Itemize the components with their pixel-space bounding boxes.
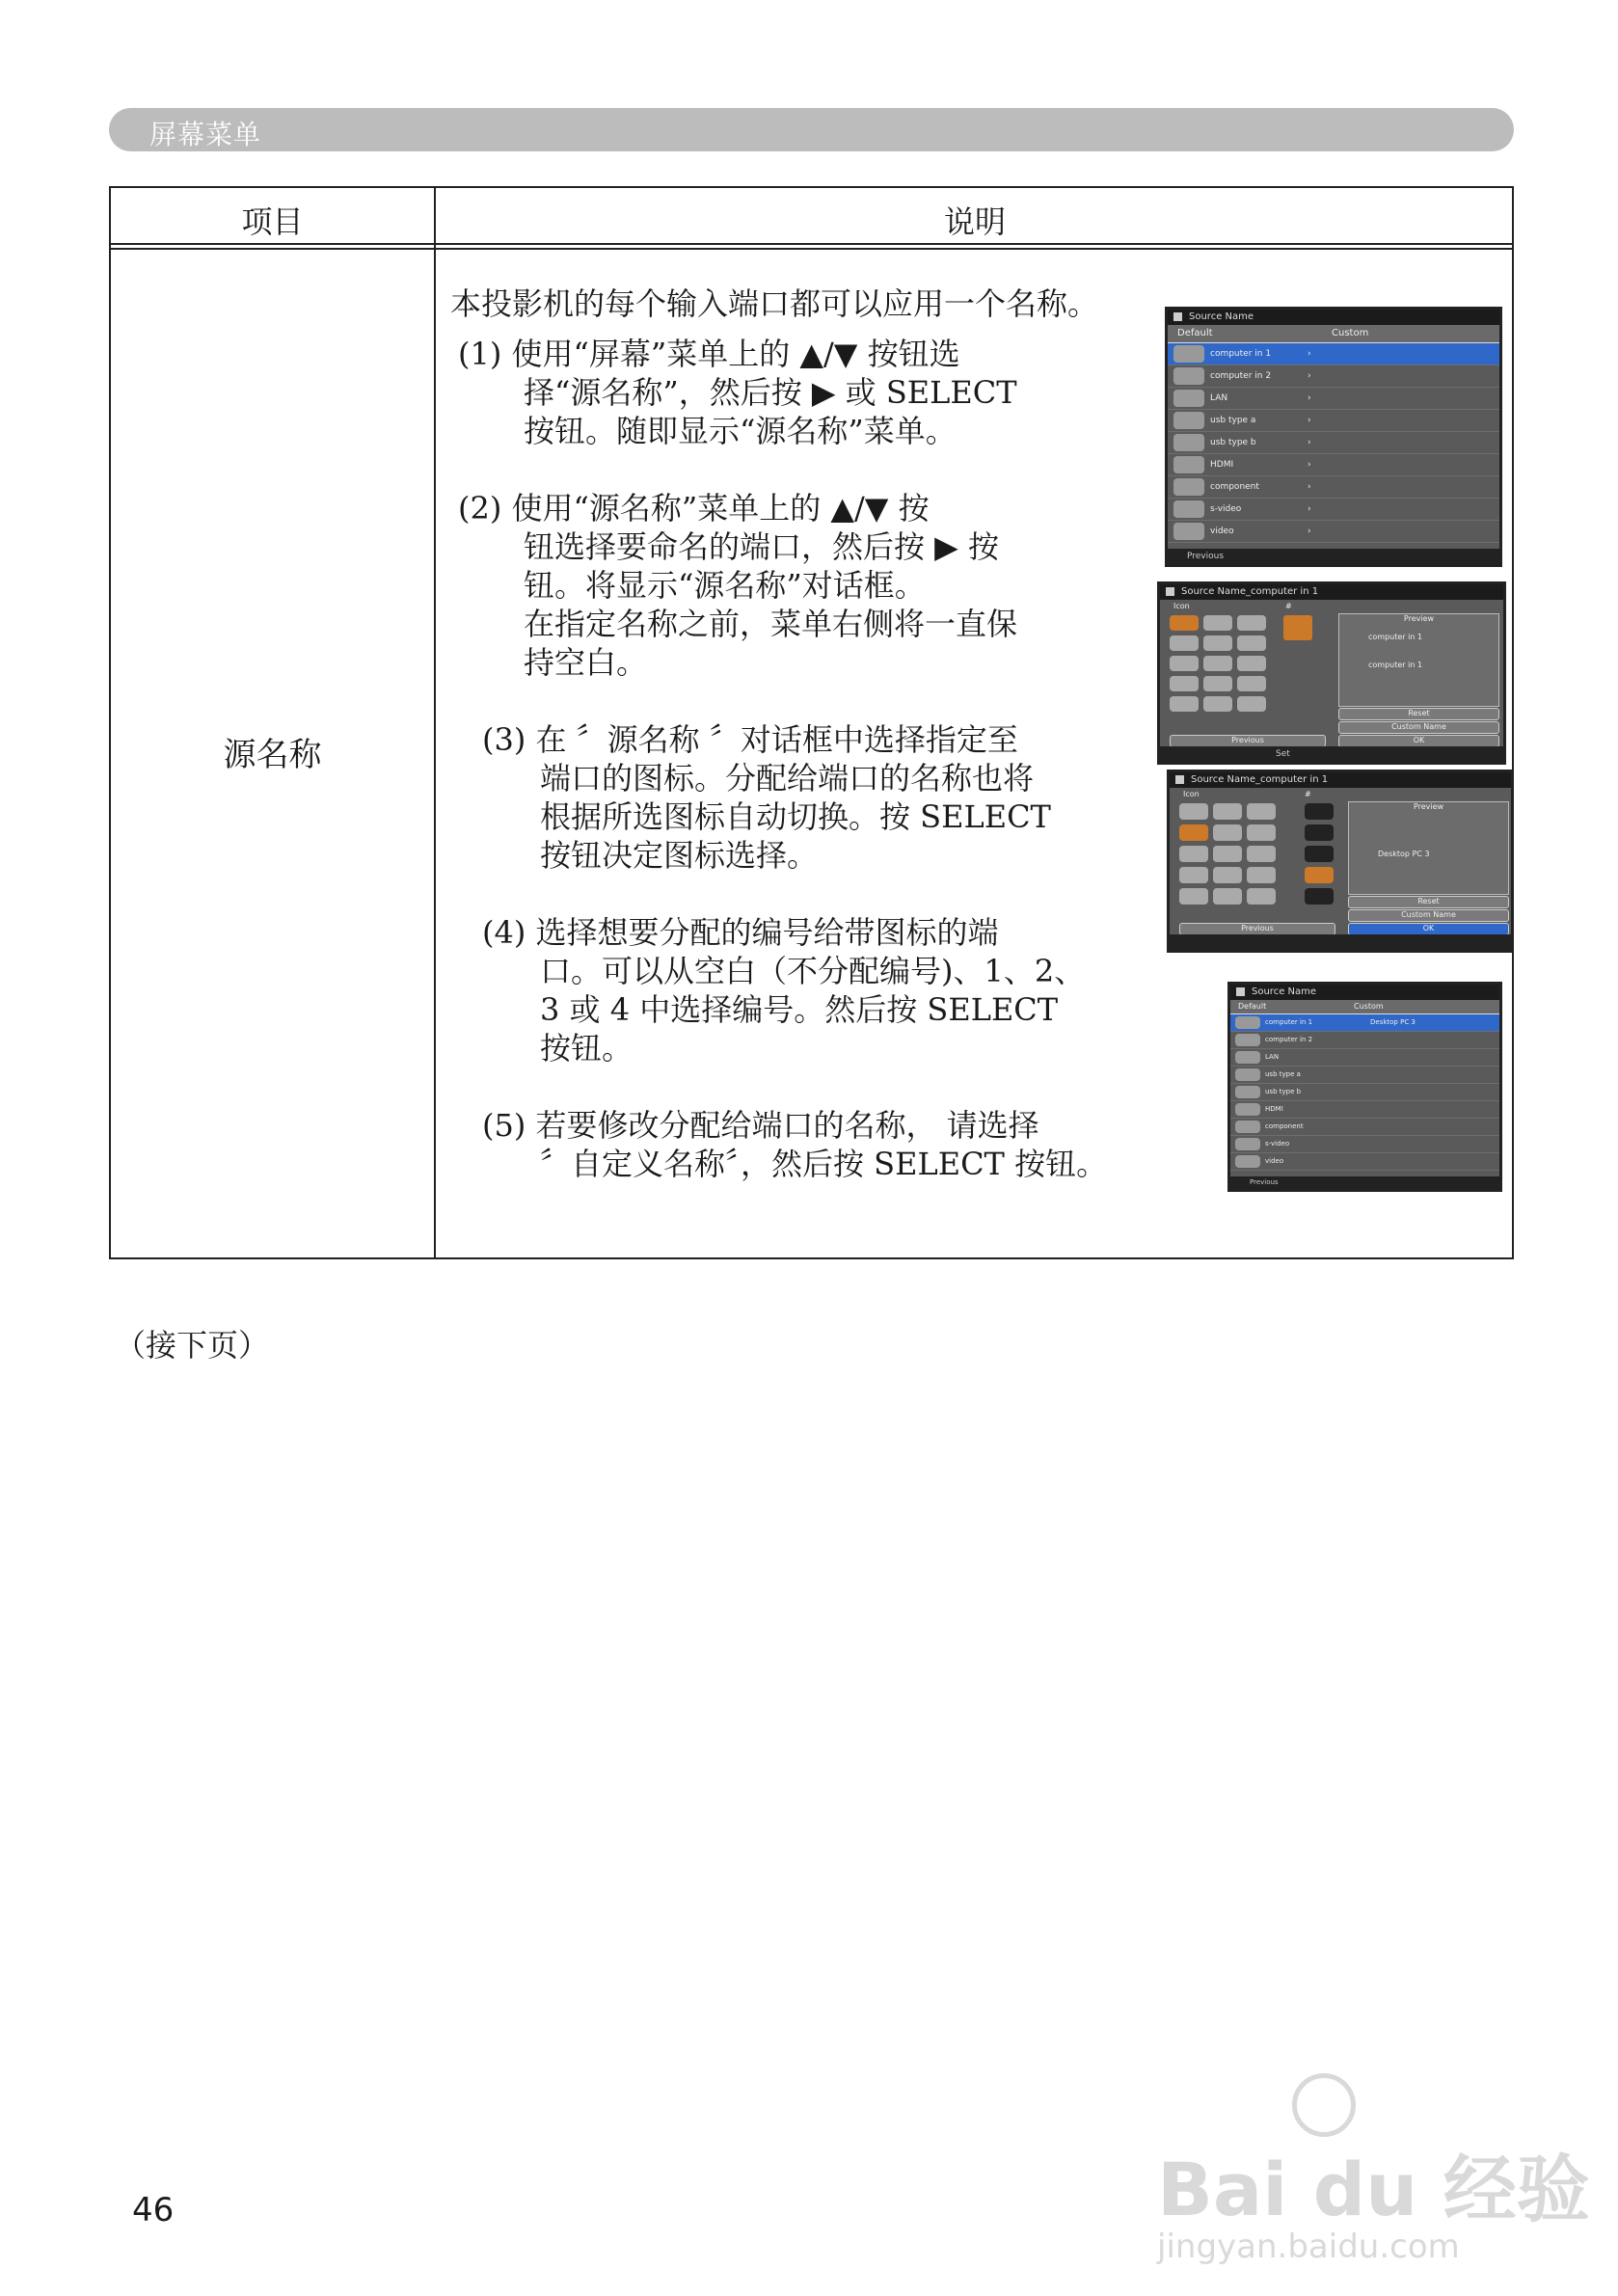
preview-name: Desktop PC 3 xyxy=(1378,850,1430,858)
osd-footer-previous[interactable]: Previous xyxy=(1230,1176,1499,1189)
preview-panel xyxy=(1348,801,1509,895)
paw-icon xyxy=(1292,2073,1356,2137)
osd-row-label: usb type b xyxy=(1265,1088,1302,1095)
osd-source-name-dialog-selected xyxy=(1167,770,1514,953)
port-icon xyxy=(1173,367,1204,385)
icon-option[interactable] xyxy=(1203,696,1232,712)
icon-option[interactable] xyxy=(1170,635,1199,651)
step-3-line-3: 根据所选图标自动切换。按 SELECT xyxy=(540,798,1051,835)
port-icon xyxy=(1173,478,1204,496)
step-2-line-5: 持空白。 xyxy=(524,644,648,681)
osd-row[interactable] xyxy=(1230,1153,1499,1171)
icon-option[interactable] xyxy=(1179,846,1208,862)
osd-row[interactable] xyxy=(1230,1136,1499,1153)
icon-option[interactable] xyxy=(1237,635,1266,651)
step-5 xyxy=(482,1106,1107,1183)
icon-option[interactable] xyxy=(1247,846,1276,862)
osd-footer xyxy=(1170,934,1511,950)
osd-source-name-dialog xyxy=(1157,581,1506,765)
osd-row[interactable]: video › xyxy=(1168,521,1499,543)
step-2-line-1: (2) 使用“源名称”菜单上的 ▲/▼ 按 xyxy=(458,490,930,527)
custom-name-button[interactable]: Custom Name xyxy=(1338,721,1499,734)
icon-option[interactable] xyxy=(1170,696,1199,712)
step-3-line-2: 端口的图标。分配给端口的名称也将 xyxy=(540,760,1035,797)
osd-label-icon: Icon xyxy=(1183,790,1200,798)
step-4-line-1: (4) 选择想要分配的编号给带图标的端 xyxy=(482,914,999,951)
osd-source-name-menu-result xyxy=(1227,982,1502,1192)
step-4 xyxy=(482,913,1085,1067)
continued-note: （接下页） xyxy=(115,1327,270,1364)
step-5-line-1: (5) 若要修改分配给端口的名称， 请选择 xyxy=(482,1107,1039,1144)
osd-row[interactable] xyxy=(1230,1014,1499,1032)
step-4-line-2: 口。可以从空白（不分配编号)、1、2、 xyxy=(540,953,1086,989)
osd-footer-previous[interactable]: Previous xyxy=(1168,549,1499,564)
step-1-line-3: 按钮。随即显示“源名称”菜单。 xyxy=(524,413,957,449)
icon-option[interactable] xyxy=(1213,888,1242,905)
osd-row[interactable] xyxy=(1230,1084,1499,1101)
osd-row[interactable]: computer in 1 › xyxy=(1168,343,1499,365)
preview-label: Preview xyxy=(1413,802,1444,811)
previous-button[interactable]: Previous xyxy=(1170,735,1326,747)
osd-row-label: usb type a xyxy=(1210,416,1256,425)
step-1-line-1: (1) 使用“屏幕”菜单上的 ▲/▼ 按钮选 xyxy=(458,336,960,372)
table-header-rule xyxy=(111,243,1512,245)
osd-row-label: video xyxy=(1210,527,1234,536)
reset-button[interactable]: Reset xyxy=(1348,896,1509,908)
port-icon xyxy=(1173,390,1204,407)
icon-option[interactable] xyxy=(1213,867,1242,883)
osd-row[interactable]: computer in 2 › xyxy=(1168,365,1499,388)
step-3 xyxy=(482,720,1051,875)
icon-option[interactable] xyxy=(1237,676,1266,691)
custom-name-button[interactable]: Custom Name xyxy=(1348,909,1509,922)
section-header-bar xyxy=(109,108,1514,151)
intro-text: 本投影机的每个输入端口都可以应用一个名称。 xyxy=(450,285,1099,322)
step-1 xyxy=(458,335,1017,450)
icon-option[interactable] xyxy=(1247,824,1276,841)
icon-grid xyxy=(1170,615,1266,712)
step-2-line-3: 钮。将显示“源名称”对话框。 xyxy=(524,567,926,604)
osd-title: Source Name_computer in 1 xyxy=(1170,772,1511,788)
icon-option[interactable] xyxy=(1237,615,1266,631)
step-3-line-4: 按钮决定图标选择。 xyxy=(540,837,819,874)
osd-title: Source Name_computer in 1 xyxy=(1160,584,1503,600)
osd-column-headers xyxy=(1230,1000,1499,1014)
number-option[interactable] xyxy=(1305,803,1334,820)
port-icon xyxy=(1173,500,1204,518)
osd-col-custom: Custom xyxy=(1354,1002,1384,1011)
osd-row-label: LAN xyxy=(1265,1053,1280,1061)
icon-option[interactable] xyxy=(1213,803,1242,820)
icon-option[interactable] xyxy=(1170,656,1199,671)
icon-option[interactable] xyxy=(1179,824,1208,841)
osd-title: Source Name xyxy=(1168,310,1499,325)
icon-option[interactable] xyxy=(1213,846,1242,862)
osd-row-label: s-video xyxy=(1210,504,1242,514)
osd-row-label: computer in 1 xyxy=(1210,349,1272,359)
icon-option[interactable] xyxy=(1203,635,1232,651)
osd-label-number: # xyxy=(1305,790,1311,798)
step-2-line-2: 钮选择要命名的端口，然后按 ▶ 按 xyxy=(524,528,999,565)
preview-panel xyxy=(1338,613,1499,707)
osd-row[interactable]: usb type a › xyxy=(1168,410,1499,432)
osd-title: Source Name xyxy=(1230,985,1499,1000)
osd-row-label: computer in 2 xyxy=(1265,1036,1313,1043)
item-source-name: 源名称 xyxy=(223,736,322,774)
osd-row-label: computer in 2 xyxy=(1210,371,1272,381)
port-icon xyxy=(1173,523,1204,540)
preview-name-1: computer in 1 xyxy=(1368,633,1423,641)
number-option[interactable] xyxy=(1305,888,1334,905)
osd-col-custom: Custom xyxy=(1332,328,1369,338)
reset-button[interactable]: Reset xyxy=(1338,708,1499,720)
number-option[interactable] xyxy=(1305,846,1334,862)
osd-row-label: component xyxy=(1265,1122,1304,1130)
column-header-description: 说明 xyxy=(943,203,1006,240)
osd-row[interactable]: component › xyxy=(1168,476,1499,499)
icon-grid xyxy=(1179,803,1276,905)
watermark-url: jingyan.baidu.com xyxy=(1157,2228,1460,2266)
step-2 xyxy=(458,489,1017,682)
step-4-line-3: 3 或 4 中选择编号。然后按 SELECT xyxy=(540,991,1059,1028)
osd-row-label: computer in 1 xyxy=(1265,1018,1313,1026)
icon-option[interactable] xyxy=(1247,803,1276,820)
icon-option[interactable] xyxy=(1170,615,1199,631)
osd-row[interactable]: usb type b › xyxy=(1168,432,1499,454)
icon-option[interactable] xyxy=(1179,803,1208,820)
step-1-line-2: 择“源名称”，然后按 ▶ 或 SELECT xyxy=(524,374,1017,411)
icon-option[interactable] xyxy=(1170,676,1199,691)
osd-source-name-menu xyxy=(1165,307,1502,567)
port-icon xyxy=(1173,434,1204,451)
page-number: 46 xyxy=(132,2191,175,2229)
osd-row[interactable] xyxy=(1230,1067,1499,1084)
osd-row[interactable]: LAN › xyxy=(1168,388,1499,410)
table-divider xyxy=(434,188,436,1257)
preview-label: Preview xyxy=(1403,614,1435,623)
port-icon xyxy=(1173,412,1204,429)
icon-option[interactable] xyxy=(1203,615,1232,631)
osd-row[interactable]: HDMI › xyxy=(1168,454,1499,476)
ok-button[interactable]: OK xyxy=(1338,735,1499,747)
icon-option[interactable] xyxy=(1203,656,1232,671)
osd-row[interactable] xyxy=(1230,1049,1499,1067)
osd-column-headers xyxy=(1168,325,1499,343)
icon-option[interactable] xyxy=(1237,656,1266,671)
osd-row-label: video xyxy=(1265,1157,1284,1165)
table-header-rule-double xyxy=(111,248,1512,250)
icon-option[interactable] xyxy=(1237,696,1266,712)
icon-option[interactable] xyxy=(1213,824,1242,841)
osd-footer xyxy=(1160,746,1503,762)
menu-table xyxy=(109,186,1514,1259)
osd-label-icon: Icon xyxy=(1173,602,1190,610)
number-option[interactable] xyxy=(1305,824,1334,841)
osd-row[interactable] xyxy=(1230,1101,1499,1119)
osd-col-default: Default xyxy=(1177,328,1213,338)
osd-row[interactable] xyxy=(1230,1119,1499,1136)
icon-option[interactable] xyxy=(1247,888,1276,905)
custom-name-value: Desktop PC 3 xyxy=(1370,1018,1416,1026)
osd-row-label: usb type b xyxy=(1210,438,1256,447)
osd-row-label: HDMI xyxy=(1210,460,1234,470)
osd-col-default: Default xyxy=(1238,1002,1267,1011)
icon-option[interactable] xyxy=(1203,676,1232,691)
column-header-item: 项目 xyxy=(241,203,304,240)
osd-footer-set: Set xyxy=(1276,749,1290,759)
number-grid xyxy=(1305,803,1334,905)
osd-row-label: LAN xyxy=(1210,393,1228,403)
icon-option[interactable] xyxy=(1179,888,1208,905)
number-slot[interactable] xyxy=(1283,615,1312,640)
osd-row-label: usb type a xyxy=(1265,1070,1301,1078)
step-3-line-1: (3) 在 〞源名称 〞对话框中选择指定至 xyxy=(482,721,1018,758)
osd-row[interactable]: s-video › xyxy=(1168,499,1499,521)
icon-option[interactable] xyxy=(1179,867,1208,883)
previous-button[interactable]: Previous xyxy=(1179,923,1335,935)
port-icon xyxy=(1173,345,1204,363)
osd-label-number: # xyxy=(1285,602,1292,610)
ok-button[interactable]: OK xyxy=(1348,923,1509,935)
step-5-line-2: 〞自定义名称〞，然后按 SELECT 按钮。 xyxy=(540,1146,1108,1182)
icon-option[interactable] xyxy=(1247,867,1276,883)
port-icon xyxy=(1173,456,1204,473)
number-option[interactable] xyxy=(1305,867,1334,883)
osd-row-label: component xyxy=(1210,482,1259,492)
preview-name-2: computer in 1 xyxy=(1368,661,1423,669)
watermark-brand: Bai du 经验 xyxy=(1157,2147,1590,2232)
step-2-line-4: 在指定名称之前，菜单右侧将一直保 xyxy=(524,606,1018,642)
section-title: 屏幕菜单 xyxy=(149,119,262,150)
step-4-line-4: 按钮。 xyxy=(540,1030,634,1067)
osd-row[interactable] xyxy=(1230,1032,1499,1049)
osd-row-label: HDMI xyxy=(1265,1105,1283,1113)
osd-row-label: s-video xyxy=(1265,1140,1290,1148)
